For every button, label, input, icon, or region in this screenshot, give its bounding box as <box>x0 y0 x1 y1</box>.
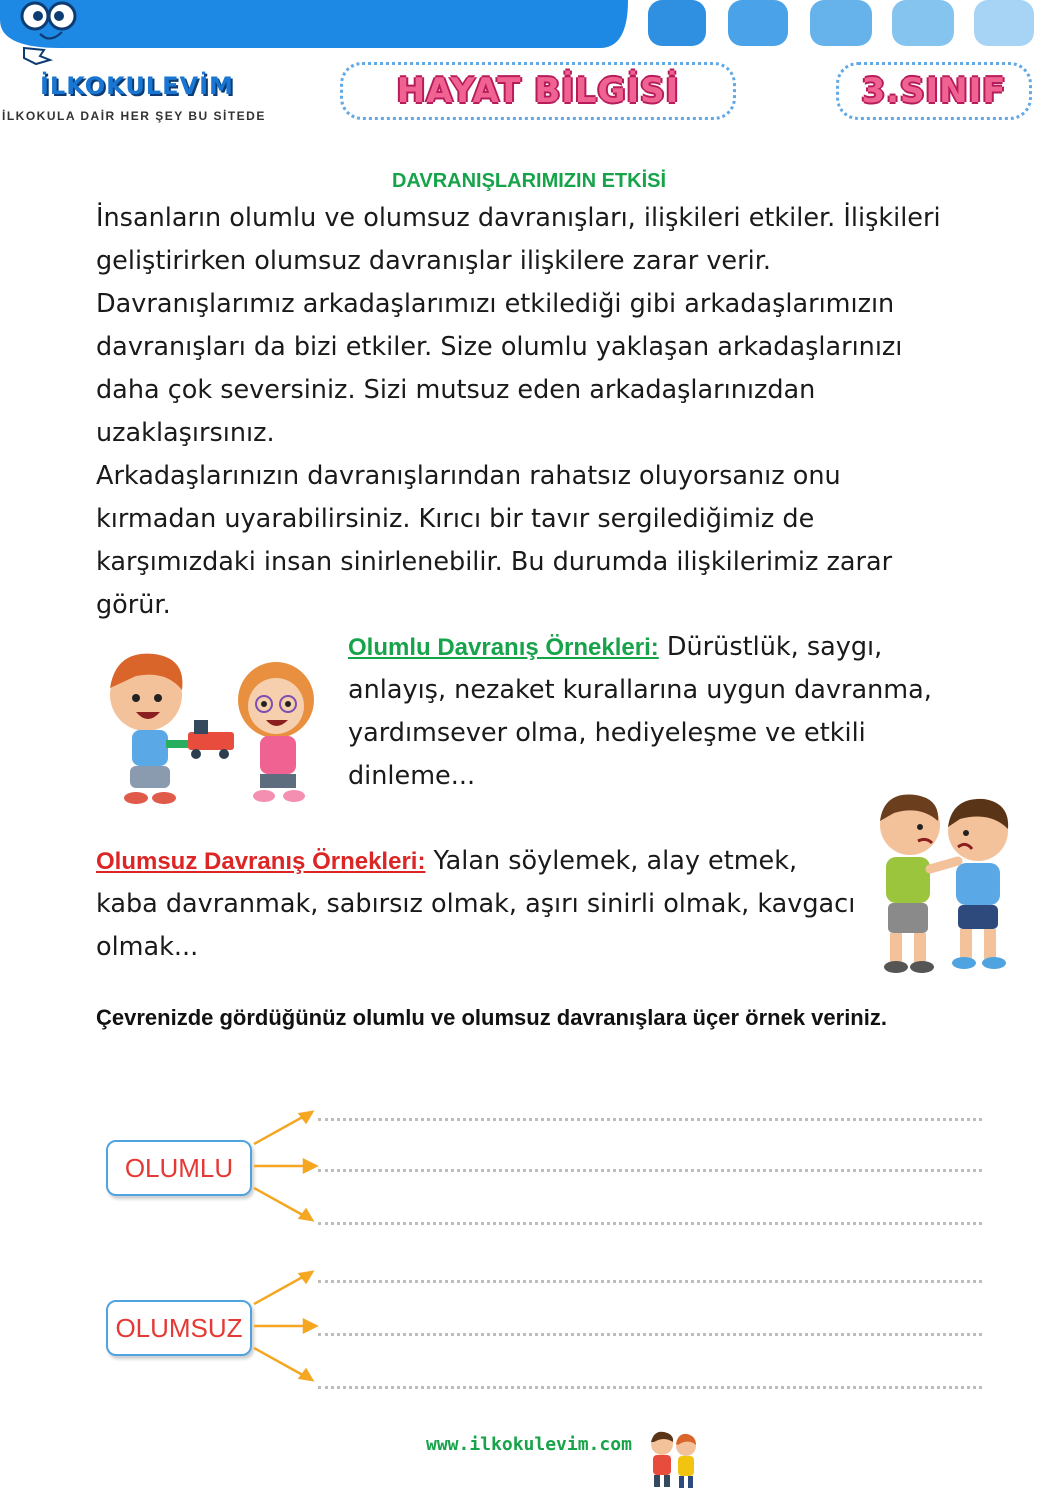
negative-answer-line-2[interactable] <box>318 1333 982 1336</box>
footer-url: www.ilkokulevim.com <box>426 1434 632 1455</box>
kids-mascot-icon <box>644 1428 702 1490</box>
negative-answer-line-1[interactable] <box>318 1280 982 1283</box>
positive-examples-paragraph <box>348 626 948 798</box>
logo-mascot-icon <box>10 0 90 70</box>
logo-tagline: İLKOKULA DAİR HER ŞEY BU SİTEDE <box>2 109 266 123</box>
positive-arrows-icon <box>250 1104 322 1234</box>
negative-examples-paragraph <box>96 840 856 969</box>
negative-arrows-icon <box>250 1264 322 1394</box>
negative-examples-label: Olumsuz Davranış Örnekleri: <box>96 848 426 875</box>
subject-label: HAYAT BİLGİSİ <box>396 71 680 111</box>
subject-badge <box>340 62 736 120</box>
positive-examples-text: Dürüstlük, saygı, anlayış, nezaket kurallarına uygun davranma, yardımsever olma, hediyeleşme ve etkili dinleme... <box>348 632 932 791</box>
positive-answer-line-2[interactable] <box>318 1169 982 1172</box>
positive-category-box: OLUMLU <box>106 1140 252 1196</box>
positive-answer-line-1[interactable] <box>318 1118 982 1121</box>
children-fighting-illustration <box>860 785 1030 980</box>
logo-wordmark: İLKOKULEVİM <box>40 72 234 100</box>
negative-examples-text: Yalan söylemek, alay etmek, kaba davranmak, sabırsız olmak, aşırı sinirli olmak, kavgacı olmak... <box>96 846 856 962</box>
positive-answer-line-3[interactable] <box>318 1222 982 1225</box>
header-bar <box>0 0 1058 48</box>
grade-badge <box>836 62 1032 120</box>
negative-answer-line-3[interactable] <box>318 1386 982 1389</box>
page-title: DAVRANIŞLARIMIZIN ETKİSİ <box>391 170 667 192</box>
intro-paragraph: İnsanların olumlu ve olumsuz davranışları, ilişkileri etkiler. İlişkileri geliştirirken olumsuz davranışlar ilişkilere zarar verir. Davranışlarımız arkadaşlarımızı etkilediği gibi arkadaşlarımızın davranışları da bizi etkiler. Size olumlu yaklaşan arkadaşlarınızı daha çok seversiniz. Sizi mutsuz eden arkadaşlarınızdan uzaklaşırsınız. <box>96 203 941 448</box>
second-paragraph: Arkadaşlarınızın davranışlarından rahatsız oluyorsanız onu kırmadan uyarabilirsiniz. Kırıcı bir tavır sergilediğimiz de karşımızdaki insan sinirlenebilir. Bu durumda ilişkilerimiz zarar görür. <box>96 461 893 620</box>
children-sharing-toy-illustration <box>96 640 336 810</box>
negative-category-box: OLUMSUZ <box>106 1300 252 1356</box>
positive-examples-label: Olumlu Davranış Örnekleri: <box>348 634 659 661</box>
exercise-question: Çevrenizde gördüğünüz olumlu ve olumsuz davranışlara üçer örnek veriniz. <box>96 1005 887 1030</box>
grade-label: 3.SINIF <box>861 71 1007 111</box>
